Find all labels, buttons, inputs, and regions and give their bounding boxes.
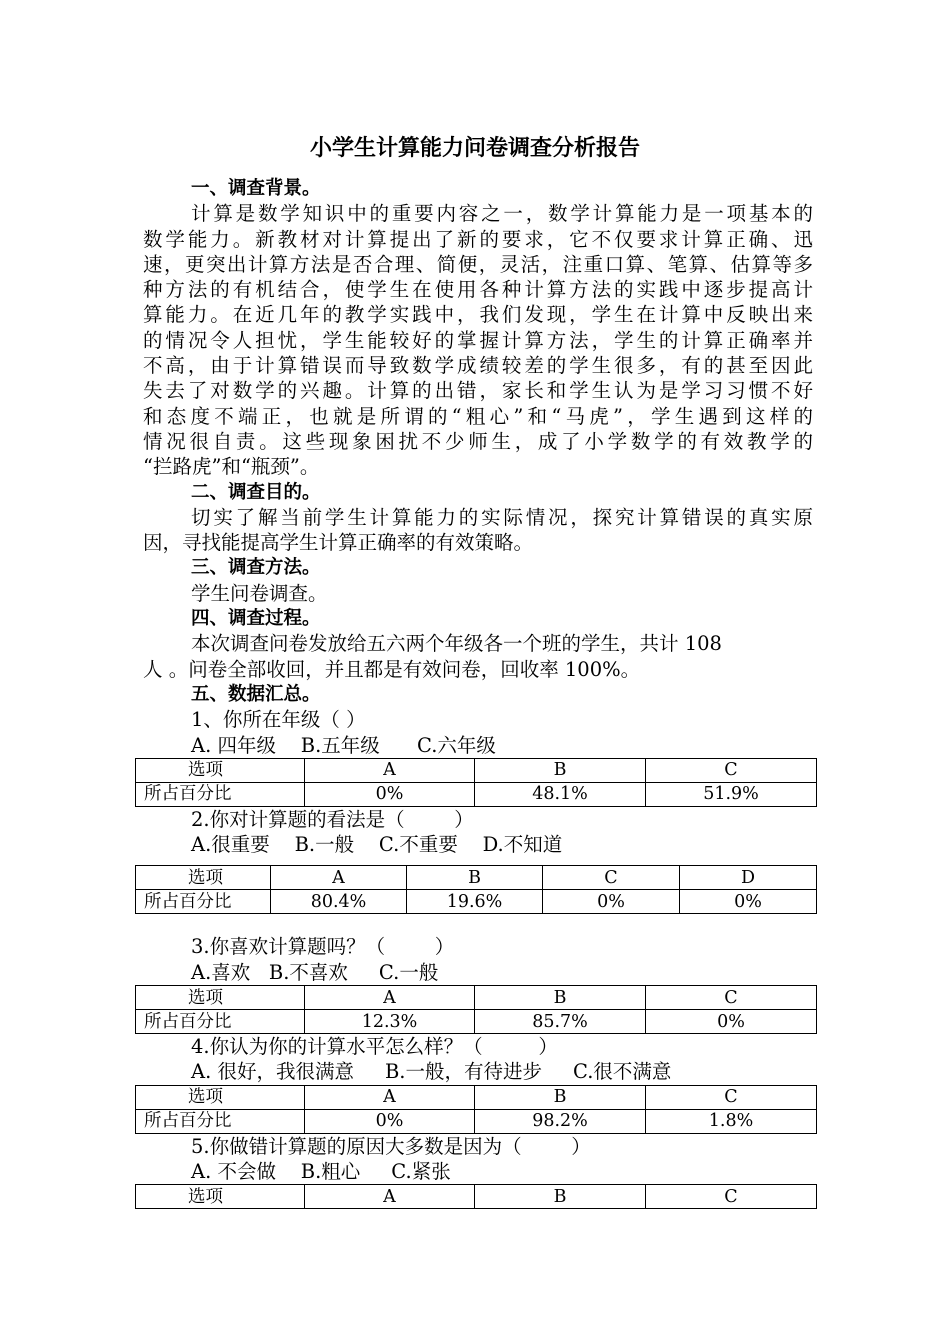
text-line: 学生问卷调查。 — [191, 581, 328, 605]
table-cell: C — [646, 1085, 817, 1109]
table-row — [136, 1109, 817, 1133]
table-cell: A — [305, 1185, 475, 1209]
table-cell: 选项 — [136, 866, 271, 890]
text-line: “拦路虎”和“瓶颈”。 — [143, 455, 320, 479]
text-line: 的情况令人担忧，学生能较好的掌握计算方法，学生的计算正确率并 — [143, 328, 813, 352]
table-cell: C — [543, 866, 680, 890]
table-cell: 选项 — [136, 1185, 305, 1209]
table-cell: 0% — [305, 1109, 475, 1133]
background-paragraph — [143, 201, 813, 479]
table-cell: D — [680, 866, 817, 890]
table-cell: 19.6% — [407, 890, 543, 914]
table-cell: A — [305, 1085, 475, 1109]
table-cell: C — [646, 986, 817, 1010]
table-cell: 98.2% — [475, 1109, 646, 1133]
table-cell: 85.7% — [475, 1010, 646, 1034]
text-line: 情况很自责。这些现象困扰不少师生，成了小学数学的有效教学的 — [143, 429, 813, 453]
document-title: 小学生计算能力问卷调查分析报告 — [309, 136, 640, 161]
table-cell: 0% — [543, 890, 680, 914]
table-row — [136, 1010, 817, 1034]
question-options: A. 不会做 B.粗心 C.紧张 — [191, 1159, 451, 1183]
table-row — [136, 1085, 817, 1109]
table-cell: C — [646, 758, 817, 782]
table-row — [136, 890, 817, 914]
table-cell: 选项 — [136, 758, 305, 782]
table-row — [136, 782, 817, 806]
question-text: 5.你做错计算题的原因大多数是因为（ ） — [191, 1134, 591, 1158]
table-cell: C — [646, 1185, 817, 1209]
question-text: 2.你对计算题的看法是（ ） — [191, 807, 474, 831]
table-cell: 所占百分比 — [136, 782, 305, 806]
question-text: 3.你喜欢计算题吗？（ ） — [191, 935, 455, 959]
table-cell: A — [271, 866, 407, 890]
table-row — [136, 758, 817, 782]
table-cell: 80.4% — [271, 890, 407, 914]
result-table-q4 — [135, 1085, 817, 1134]
section-heading-method: 三、调查方法。 — [191, 557, 321, 579]
text-line: 不高，由于计算错误而导致数学成绩较差的学生很多，有的甚至因此 — [143, 354, 813, 378]
result-table-q2 — [135, 865, 817, 914]
section-heading-background: 一、调查背景。 — [191, 178, 321, 199]
table-row — [136, 1185, 817, 1209]
table-cell: 所占百分比 — [136, 890, 271, 914]
table-cell: 12.3% — [305, 1010, 475, 1034]
text-line: 切实了解当前学生计算能力的实际情况，探究计算错误的真实原 — [191, 505, 813, 529]
table-cell: A — [305, 758, 475, 782]
table-cell: 1.8% — [646, 1109, 817, 1133]
table-cell: 所占百分比 — [136, 1109, 305, 1133]
document-body — [143, 176, 813, 1209]
result-table-q5 — [135, 1184, 817, 1209]
question-options: A.喜欢 B.不喜欢 C.一般 — [191, 960, 439, 984]
section-heading-data: 五、数据汇总。 — [191, 683, 321, 705]
table-cell: 选项 — [136, 986, 305, 1010]
text-line: 数学能力。新教材对计算提出了新的要求，它不仅要求计算正确、迅 — [143, 227, 813, 251]
text-line: 失去了对数学的兴趣。计算的出错，家长和学生认为是学习习惯不好 — [143, 379, 813, 403]
text-line: 因，寻找能提高学生计算正确率的有效策略。 — [143, 531, 534, 555]
table-cell: 0% — [680, 890, 817, 914]
text-line: 算能力。在近几年的教学实践中，我们发现，学生在计算中反映出来 — [143, 303, 813, 327]
table-cell: 0% — [305, 782, 475, 806]
table-cell: B — [407, 866, 543, 890]
question-text: 1、你所在年级（ ） — [191, 708, 366, 732]
table-cell: 48.1% — [475, 782, 646, 806]
table-cell: 0% — [646, 1010, 817, 1034]
text-line: 本次调查问卷发放给五六两个年级各一个班的学生，共计 108 — [191, 632, 722, 656]
table-cell: 所占百分比 — [136, 1010, 305, 1034]
table-row — [136, 866, 817, 890]
text-line: 种方法的有机结合，使学生在使用各种计算方法的实践中逐步提高计 — [143, 278, 813, 302]
result-table-q3 — [135, 985, 817, 1034]
text-line: 人 。问卷全部收回，并且都是有效问卷，回收率 100%。 — [143, 657, 641, 681]
question-options: A.很重要 B.一般 C.不重要 D.不知道 — [191, 833, 563, 857]
text-line: 计算是数学知识中的重要内容之一，数学计算能力是一项基本的 — [191, 202, 813, 226]
table-cell: B — [475, 1085, 646, 1109]
text-line: 和态度不端正，也就是所谓的“粗心”和“马虎”，学生遇到这样的 — [143, 404, 813, 428]
question-options: A. 很好，我很满意 B.一般，有待进步 C.很不满意 — [191, 1060, 672, 1084]
table-row — [136, 986, 817, 1010]
section-heading-process: 四、调查过程。 — [191, 608, 321, 630]
table-cell: 51.9% — [646, 782, 817, 806]
table-cell: B — [475, 758, 646, 782]
section-heading-purpose: 二、调查目的。 — [191, 481, 321, 503]
text-line: 速，更突出计算方法是否合理、简便，灵活，注重口算、笔算、估算等多 — [143, 252, 813, 276]
result-table-q1 — [135, 758, 817, 807]
table-cell: B — [475, 1185, 646, 1209]
table-cell: B — [475, 986, 646, 1010]
question-options: A. 四年级 B.五年级 C.六年级 — [191, 733, 496, 757]
table-cell: 选项 — [136, 1085, 305, 1109]
question-text: 4.你认为你的计算水平怎么样？（ ） — [191, 1035, 558, 1059]
table-cell: A — [305, 986, 475, 1010]
